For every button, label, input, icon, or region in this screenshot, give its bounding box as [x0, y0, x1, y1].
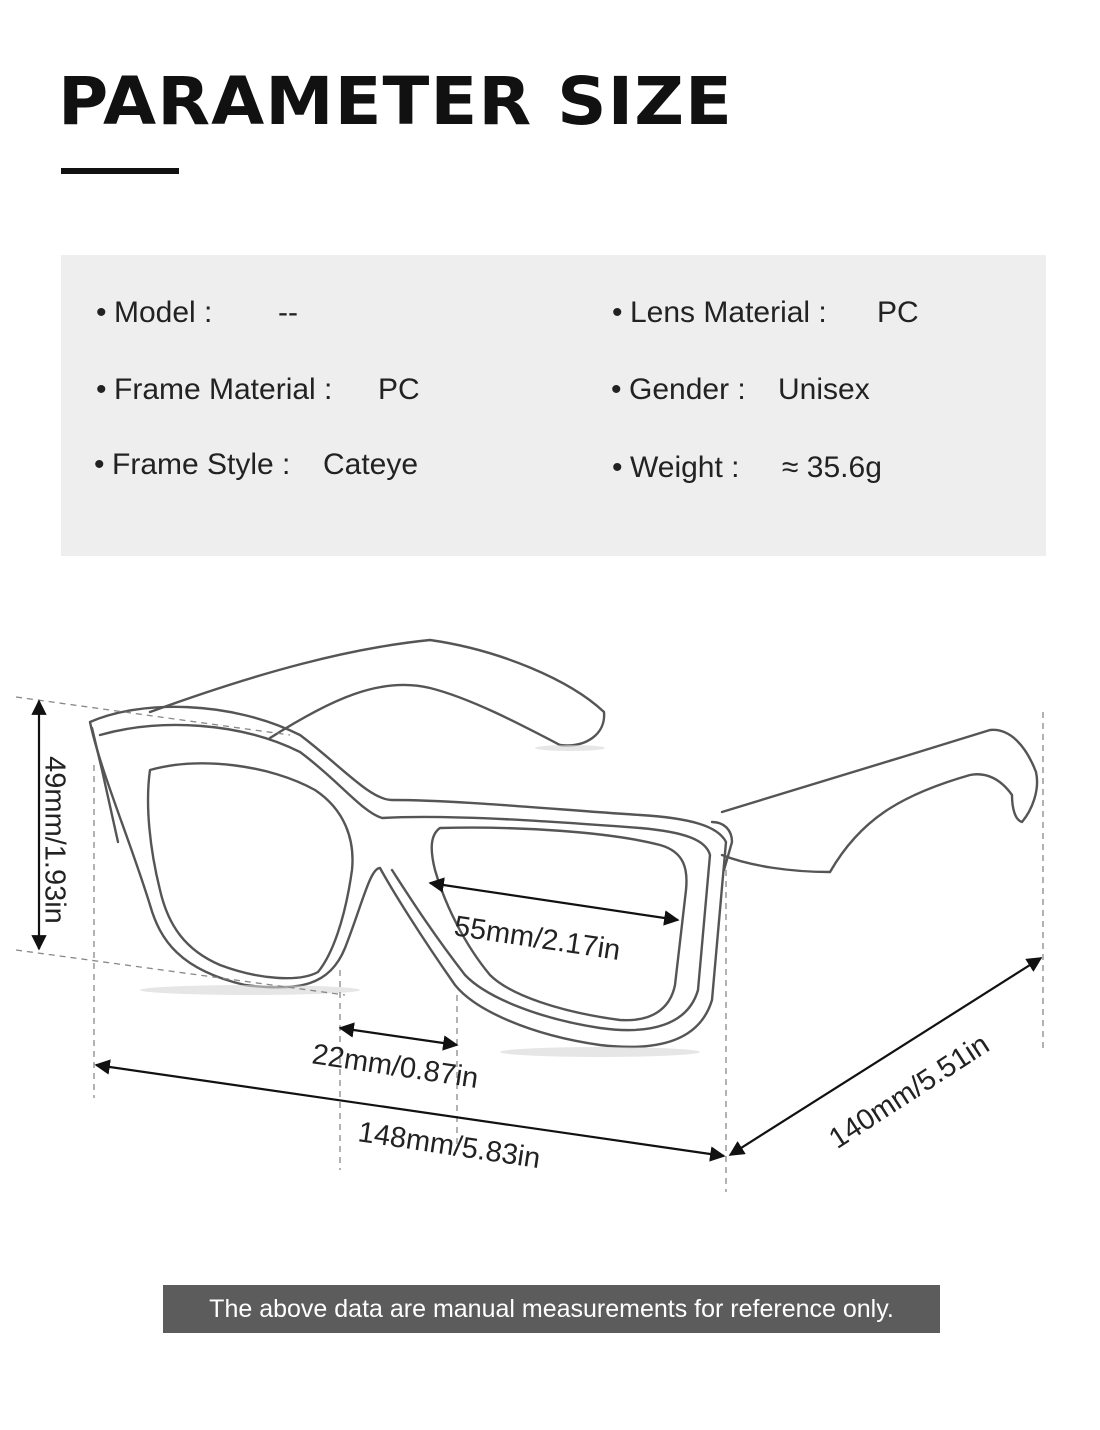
spec-label: Gender :	[629, 373, 746, 406]
spec-value: PC	[877, 296, 919, 329]
spec-frame-material: • Frame Material : PC	[96, 373, 420, 406]
left-temple	[150, 640, 604, 745]
spec-label: Model :	[114, 296, 213, 329]
spec-label: Frame Material :	[114, 373, 333, 406]
spec-value: Cateye	[323, 448, 419, 481]
spec-lens-material: • Lens Material : PC	[612, 296, 919, 329]
spec-panel	[61, 255, 1046, 556]
lens-height-label: 49mm/1.93in	[38, 756, 71, 924]
spec-value: --	[278, 296, 298, 329]
spec-frame-style: • Frame Style : Cateye	[94, 448, 419, 481]
spec-model: • Model : --	[96, 296, 298, 329]
lens-width-label: 55mm/2.17in	[451, 910, 623, 967]
temple-length-label: 140mm/5.51in	[823, 1028, 996, 1156]
spec-label: Lens Material :	[630, 296, 827, 329]
spec-value: PC	[378, 373, 420, 406]
bridge-width-label: 22mm/0.87in	[309, 1038, 481, 1095]
spec-label: Frame Style :	[112, 448, 291, 481]
page-title: PARAMETER SIZE	[58, 63, 733, 140]
spec-gender: • Gender : Unisex	[611, 373, 870, 406]
shadows	[140, 745, 700, 1057]
bridge-width-arrow	[340, 1028, 457, 1045]
glasses-dimension-diagram	[0, 600, 1100, 1220]
spec-weight: • Weight : ≈ 35.6g	[612, 451, 882, 484]
frame-outer	[90, 707, 726, 1047]
right-temple	[722, 730, 1037, 872]
frame-inner-rim	[100, 725, 710, 1030]
spec-label: Weight :	[630, 451, 740, 484]
disclaimer-note: The above data are manual measurements for reference only.	[163, 1285, 940, 1333]
spec-value: ≈ 35.6g	[782, 451, 882, 484]
spec-value: Unisex	[778, 373, 870, 406]
title-underline	[61, 168, 179, 174]
left-frame-edge	[92, 728, 118, 842]
right-hinge	[712, 822, 732, 870]
frame-width-label: 148mm/5.83in	[355, 1116, 543, 1176]
left-lens	[148, 763, 352, 978]
